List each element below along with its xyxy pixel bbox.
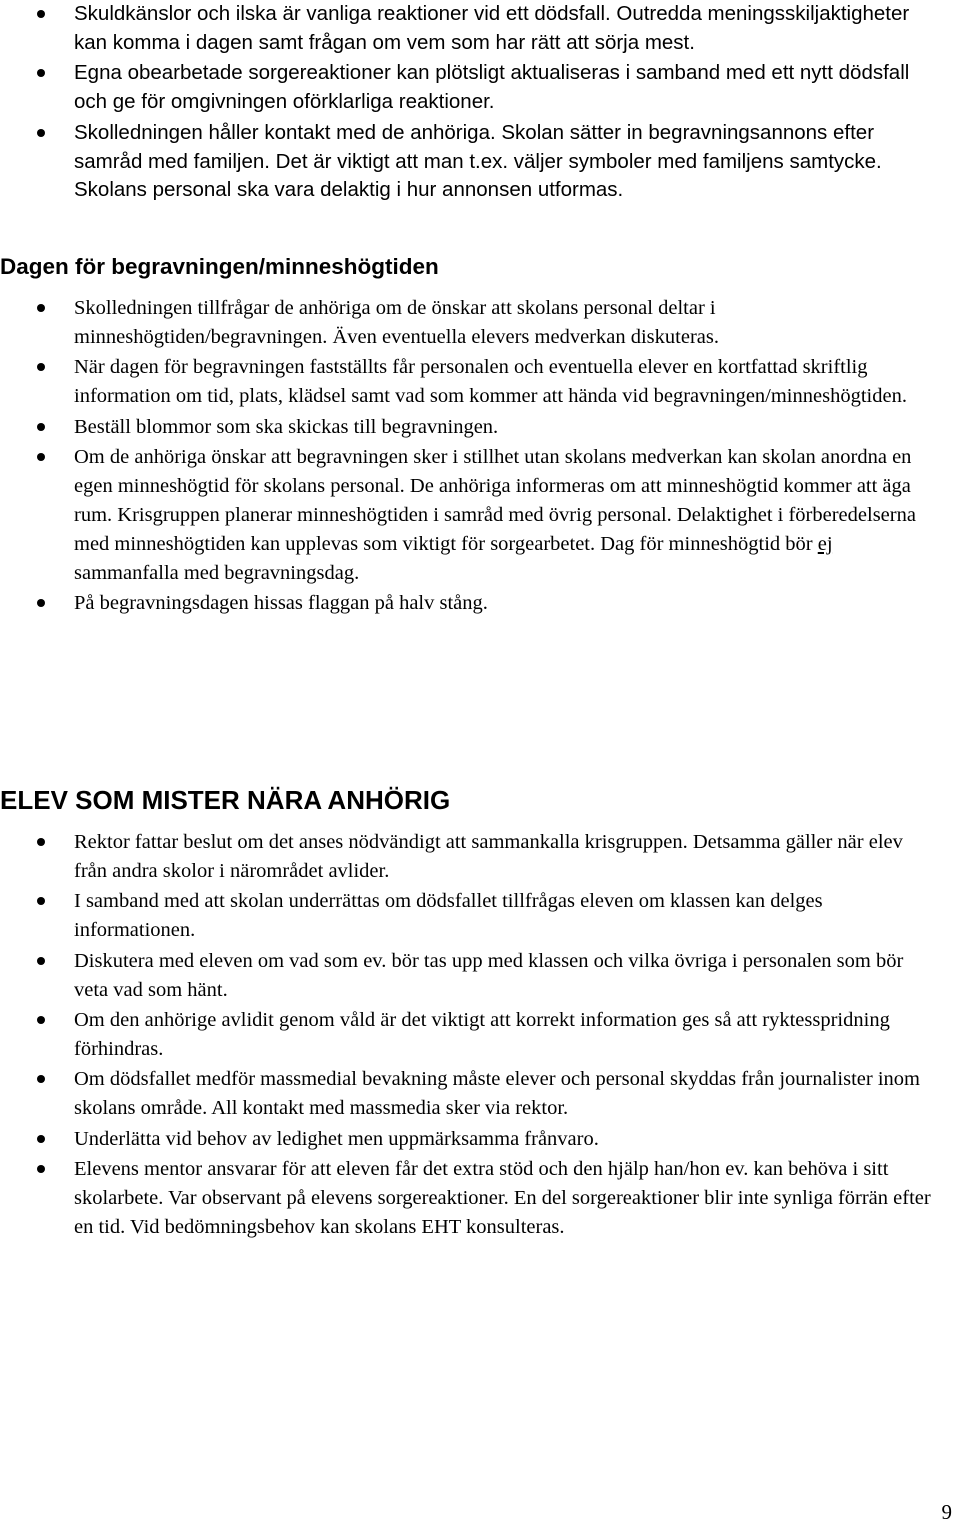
student-bullet-list — [0, 828, 960, 1242]
section-heading-student: ELEV SOM MISTER NÄRA ANHÖRIG — [0, 785, 451, 815]
list-item: Underlätta vid behov av ledighet men uppmärksamma frånvaro. — [0, 1125, 960, 1154]
list-item: Rektor fattar beslut om det anses nödvändigt att sammankalla krisgruppen. Detsamma gäller när elev från andra skolor i närområdet avlider. — [0, 828, 960, 886]
list-item: Om den anhörige avlidit genom våld är det viktigt att korrekt information ges så att ryktesspridning förhindras. — [0, 1006, 960, 1064]
list-item: Skolledningen håller kontakt med de anhöriga. Skolan sätter in begravningsannons efter samråd med familjen. Det är viktigt att man t.ex. väljer symboler med familjens samtycke. Skolans personal ska vara delaktig i hur annonsen utformas. — [0, 119, 960, 206]
list-item: Skolledningen tillfrågar de anhöriga om de önskar att skolans personal deltar i minneshögtiden/begravningen. Även eventuella elevers medverkan diskuteras. — [0, 294, 960, 352]
intro-section — [0, 0, 960, 207]
list-item: Om dödsfallet medför massmedial bevakning måste elever och personal skyddas från journalister inom skolans område. All kontakt med massmedia sker via rektor. — [0, 1065, 960, 1123]
emphasis-underlined: ej — [817, 532, 833, 555]
list-item: På begravningsdagen hissas flaggan på halv stång. — [0, 589, 960, 618]
page-number: 9 — [941, 1500, 952, 1524]
list-item: Beställ blommor som ska skickas till begravningen. — [0, 413, 960, 442]
list-item: När dagen för begravningen fastställts får personalen och eventuella elever en kortfattad skriftlig information om tid, plats, klädsel samt vad som kommer att hända vid begravningen/minneshögtiden. — [0, 353, 960, 411]
funeral-bullet-list — [0, 294, 960, 618]
list-item: Egna obearbetade sorgereaktioner kan plötsligt aktualiseras i samband med ett nytt dödsfall och ge för omgivningen oförklarliga reaktioner. — [0, 59, 960, 117]
list-item: I samband med att skolan underrättas om dödsfallet tillfrågas eleven om klassen kan delges informationen. — [0, 887, 960, 945]
funeral-section — [0, 294, 960, 619]
intro-bullet-list — [0, 0, 960, 205]
student-section — [0, 828, 960, 1243]
list-item: Skuldkänslor och ilska är vanliga reaktioner vid ett dödsfall. Outredda meningsskiljaktigheter kan komma i dagen samt frågan om vem som har rätt att sörja mest. — [0, 0, 960, 58]
section-heading-funeral: Dagen för begravningen/minneshögtiden — [0, 254, 439, 279]
list-item: Elevens mentor ansvarar för att eleven får det extra stöd och den hjälp han/hon ev. kan behöva i sitt skolarbete. Var observant på elevens sorgereaktioner. En del sorgereaktioner blir inte synliga förrän efter en tid. Vid bedömningsbehov kan skolans EHT konsulteras. — [0, 1155, 960, 1242]
list-item: Diskutera med eleven om vad som ev. bör tas upp med klassen och vilka övriga i personalen som bör veta vad som hänt. — [0, 947, 960, 1005]
text-run: sammanfalla med begravningsdag. — [74, 561, 360, 584]
list-item — [0, 443, 960, 588]
text-run: Om de anhöriga önskar att begravningen sker i stillhet utan skolans medverkan kan skolan anordna en egen minneshögtid för skolans personal. De anhöriga informeras om att minneshögtid kommer att äga rum. Krisgruppen planerar minneshögtiden i samråd med övrig personal. Delaktighet i förberedelserna med minneshögtiden kan upplevas som viktigt för sorgearbetet. Dag för minneshögtid bör — [74, 446, 916, 555]
